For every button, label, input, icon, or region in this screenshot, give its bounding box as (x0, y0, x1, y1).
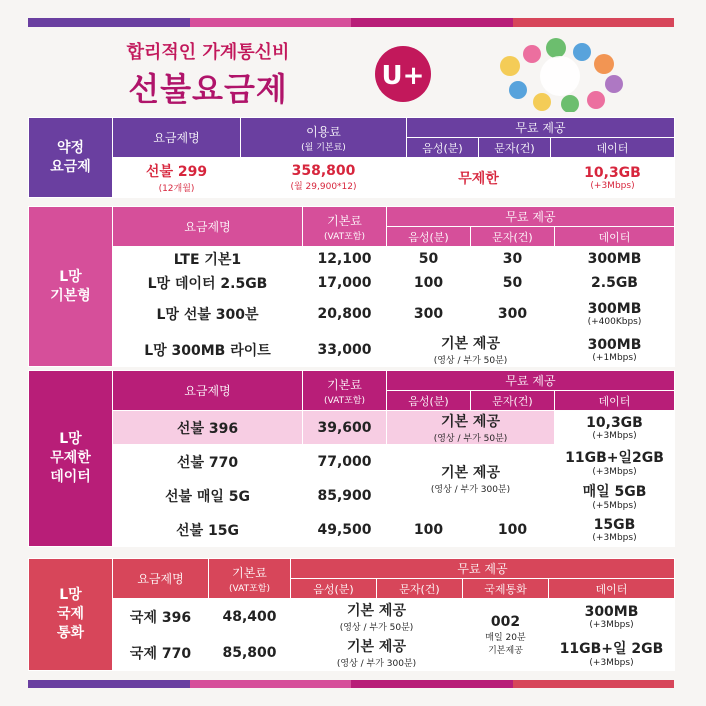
plan-name-cell: L망 데이터 2.5GB (113, 271, 303, 295)
plan-name-cell: 선불 15G (113, 513, 303, 547)
header-voice: 음성(분) (291, 579, 377, 599)
sms-cell: 50 (471, 271, 555, 295)
voice-cell: 100 (387, 513, 471, 547)
sms-cell: 100 (471, 513, 555, 547)
voice-cell: 50 (387, 247, 471, 271)
header-sms: 문자(건) (377, 579, 463, 599)
header-free: 무료 제공 (407, 118, 675, 138)
header-data: 데이터 (551, 138, 675, 158)
header-plan: 요금제명 (113, 371, 303, 411)
header-fee: 기본료 (VAT포함) (303, 371, 387, 411)
top-color-bar (28, 18, 674, 27)
basic-provided-cell: 기본 제공 (영상 / 부가 300분) (291, 635, 463, 671)
header-voice: 음성(분) (387, 391, 471, 411)
table-row (29, 247, 675, 271)
header-plan: 요금제명 (113, 207, 303, 247)
data-cell: 10,3GB (+3Mbps) (551, 158, 675, 198)
plan-name-cell: 국제 396 (113, 599, 209, 635)
subtitle: 합리적인 가계통신비 (126, 42, 290, 63)
table-row (29, 479, 675, 513)
data-cell: 10,3GB (+3Mbps) (555, 411, 675, 445)
bottom-color-bar (28, 680, 674, 688)
plan-name-cell: L망 300MB 라이트 (113, 333, 303, 367)
table-row (29, 599, 675, 635)
basic-provided-cell: 기본 제공 (영상 / 부가 300분) (387, 445, 555, 513)
table-row (29, 333, 675, 367)
fee-cell: 49,500 (303, 513, 387, 547)
table-row (29, 411, 675, 445)
fee-cell: 77,000 (303, 445, 387, 479)
voice-cell: 300 (387, 295, 471, 333)
plan-name-cell: 선불 770 (113, 445, 303, 479)
header-sms: 문자(건) (479, 138, 551, 158)
fee-cell: 17,000 (303, 271, 387, 295)
fee-cell: 20,800 (303, 295, 387, 333)
plan-name-cell: LTE 기본1 (113, 247, 303, 271)
data-cell: 15GB (+3Mbps) (555, 513, 675, 547)
fee-cell: 85,800 (209, 635, 291, 671)
unlimited-plan-table (28, 370, 675, 547)
data-cell: 2.5GB (555, 271, 675, 295)
intl-section-label: L망 국제 통화 (29, 559, 113, 671)
header-sms: 문자(건) (471, 227, 555, 247)
header-data: 데이터 (549, 579, 675, 599)
contract-plan-table (28, 117, 675, 198)
unlimited-section-label: L망 무제한 데이터 (29, 371, 113, 547)
header-fee: 이용료 (월 기본료) (241, 118, 407, 158)
header-intl-call: 국제통화 (463, 579, 549, 599)
table-row (29, 445, 675, 479)
intl-call-cell: 002 매일 20분 기본제공 (463, 599, 549, 671)
table-row (29, 295, 675, 333)
voice-cell: 100 (387, 271, 471, 295)
sms-cell: 300 (471, 295, 555, 333)
header-free: 무료 제공 (291, 559, 675, 579)
data-cell: 11GB+일2GB (+3Mbps) (555, 445, 675, 479)
data-cell: 300MB (+1Mbps) (555, 333, 675, 367)
plan-name-cell: 선불 396 (113, 411, 303, 445)
data-cell: 300MB (555, 247, 675, 271)
data-cell: 300MB (+400Kbps) (555, 295, 675, 333)
fee-cell: 33,000 (303, 333, 387, 367)
plan-name-cell: L망 선불 300분 (113, 295, 303, 333)
header-data: 데이터 (555, 227, 675, 247)
fee-cell: 39,600 (303, 411, 387, 445)
fee-cell: 48,400 (209, 599, 291, 635)
basic-plan-table (28, 206, 675, 367)
contract-section-label: 약정 요금제 (29, 118, 113, 198)
header-sms: 문자(건) (471, 391, 555, 411)
plan-name-cell: 국제 770 (113, 635, 209, 671)
header-voice: 음성(분) (407, 138, 479, 158)
network-badge-graphic (480, 36, 640, 112)
table-row (29, 271, 675, 295)
plan-name-cell: 선불 매일 5G (113, 479, 303, 513)
fee-cell: 85,900 (303, 479, 387, 513)
free-unlimited-cell: 무제한 (407, 158, 551, 198)
flyer-header (28, 30, 674, 114)
header-plan: 요금제명 (113, 559, 209, 599)
page-title: 선불요금제 (128, 70, 288, 108)
header-data: 데이터 (555, 391, 675, 411)
sms-cell: 30 (471, 247, 555, 271)
basic-provided-cell: 기본 제공 (영상 / 부가 50분) (291, 599, 463, 635)
uplus-logo (363, 44, 443, 104)
header-fee: 기본료 (VAT포함) (303, 207, 387, 247)
header-free: 무료 제공 (387, 371, 675, 391)
plan-name-cell: 선불 299 (12개월) (113, 158, 241, 198)
data-cell: 11GB+일 2GB (+3Mbps) (549, 635, 675, 671)
header-voice: 음성(분) (387, 227, 471, 247)
basic-provided-cell: 기본 제공 (영상 / 부가 50분) (387, 333, 555, 367)
intl-plan-table (28, 558, 675, 671)
basic-section-label: L망 기본형 (29, 207, 113, 367)
fee-cell: 358,800 (월 29,900*12) (241, 158, 407, 198)
data-cell: 매일 5GB (+5Mbps) (555, 479, 675, 513)
header-fee: 기본료 (VAT포함) (209, 559, 291, 599)
fee-cell: 12,100 (303, 247, 387, 271)
basic-provided-cell: 기본 제공 (영상 / 부가 50분) (387, 411, 555, 445)
table-row (29, 513, 675, 547)
data-cell: 300MB (+3Mbps) (549, 599, 675, 635)
header-plan: 요금제명 (113, 118, 241, 158)
header-free: 무료 제공 (387, 207, 675, 227)
svg-text:U+: U+ (381, 61, 425, 91)
table-row (29, 635, 675, 671)
